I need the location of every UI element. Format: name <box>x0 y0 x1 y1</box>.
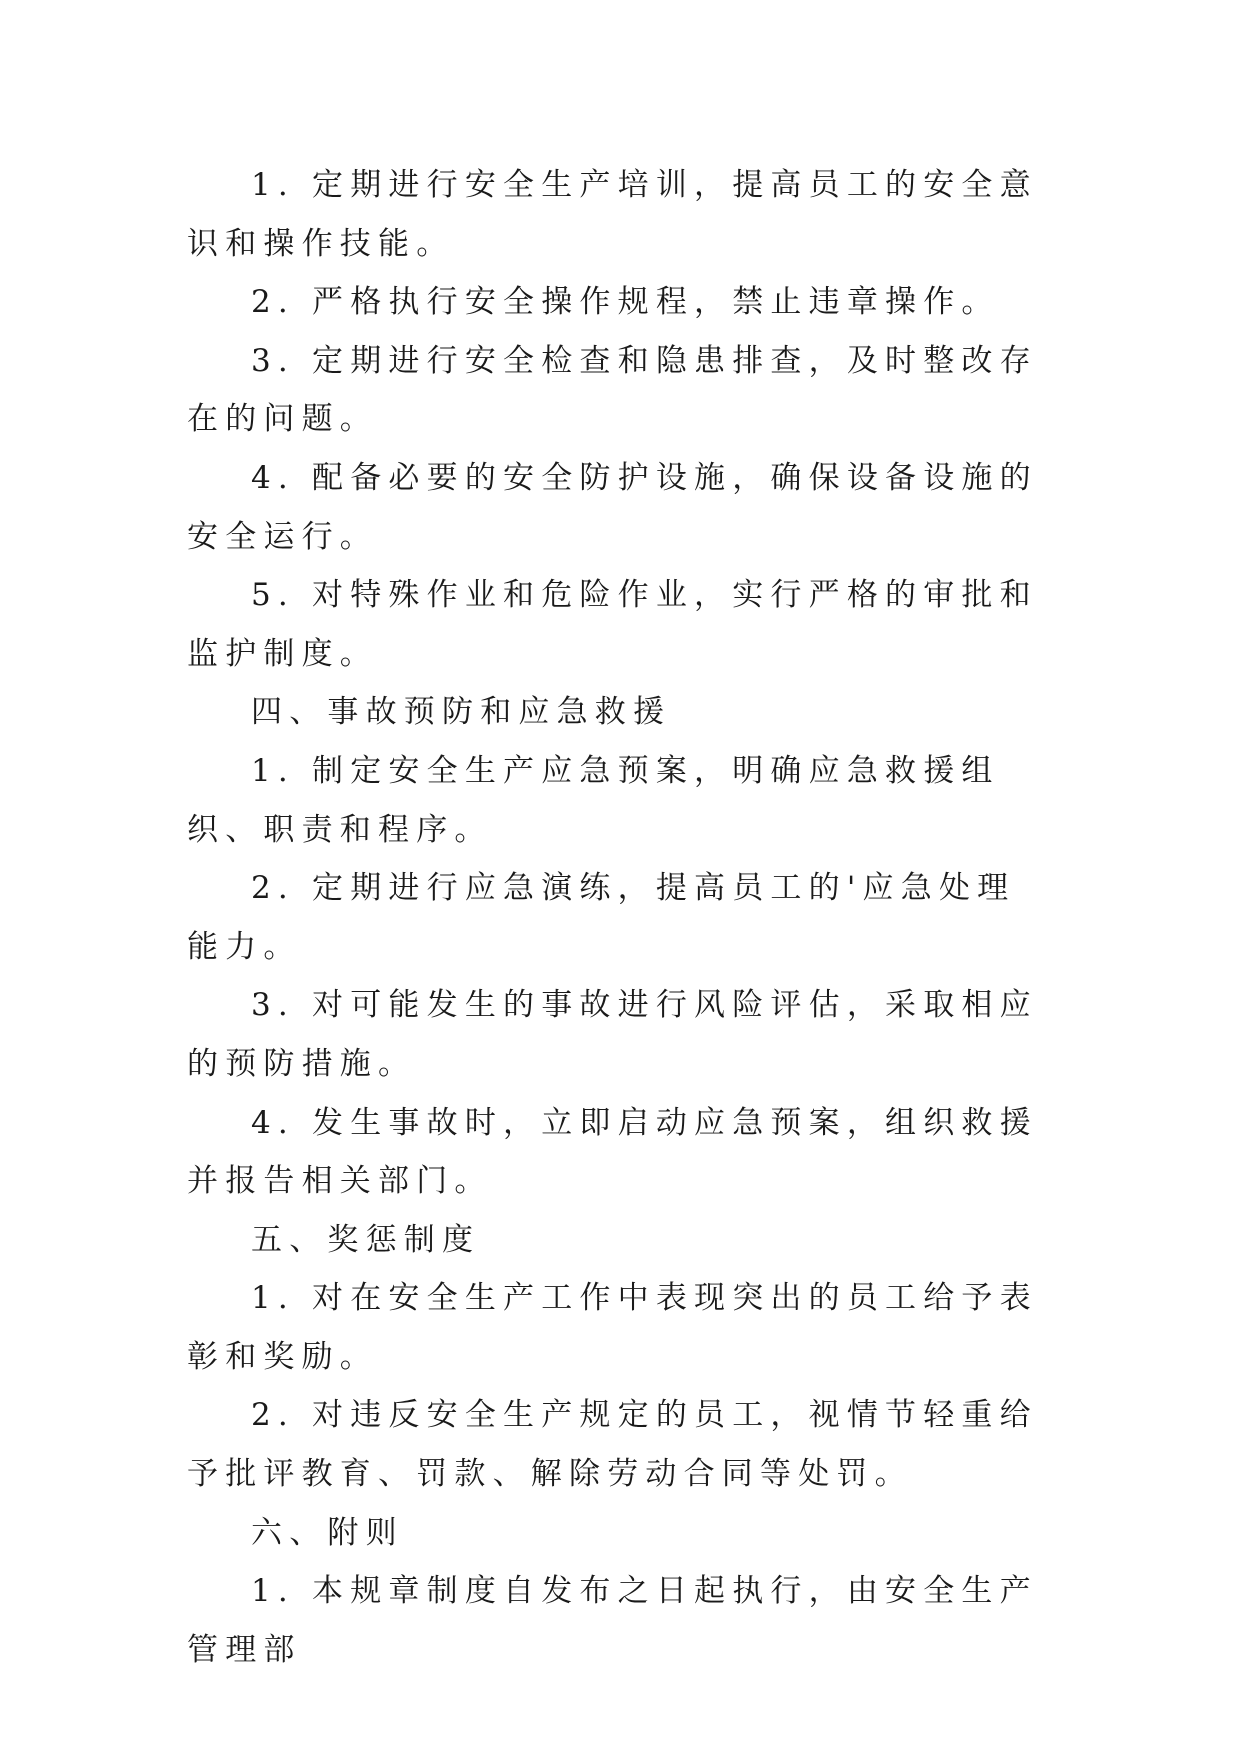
list-item-inspection: 3. 定期进行安全检查和隐患排查，及时整改存在的问题。 <box>187 342 1038 438</box>
section-heading-supplementary: 六、附则 <box>251 1514 404 1551</box>
list-item-risk-assessment: 3. 对可能发生的事故进行风险评估，采取相应的预防措施。 <box>187 987 1038 1082</box>
list-item-protective-facilities: 4. 配备必要的安全防护设施，确保设备设施的安全运行。 <box>187 459 1038 555</box>
section-heading-rewards-penalties: 五、奖惩制度 <box>251 1221 481 1258</box>
list-item-accident-response: 4. 发生事故时，立即启动应急预案，组织救援并报告相关部门。 <box>187 1104 1038 1200</box>
section-heading-accident-prevention: 四、事故预防和应急救援 <box>251 694 672 731</box>
document-body <box>187 156 1049 1679</box>
list-item-training: 1. 定期进行安全生产培训，提高员工的安全意识和操作技能。 <box>187 167 1038 262</box>
list-item-operating-rules: 2. 严格执行安全操作规程，禁止违章操作。 <box>251 284 1000 321</box>
list-item-penalties: 2. 对违反安全生产规定的员工，视情节轻重给予批评教育、罚款、解除劳动合同等处罚。 <box>187 1397 1038 1493</box>
list-item-emergency-drill: 2. 定期进行应急演练，提高员工的'应急处理能力。 <box>187 870 1016 965</box>
list-item-effective-date: 1. 本规章制度自发布之日起执行，由安全生产管理部 <box>187 1573 1038 1668</box>
list-item-rewards: 1. 对在安全生产工作中表现突出的员工给予表彰和奖励。 <box>187 1280 1038 1375</box>
list-item-emergency-plan: 1. 制定安全生产应急预案，明确应急救援组织、职责和程序。 <box>187 752 1000 848</box>
list-item-special-operations: 5. 对特殊作业和危险作业，实行严格的审批和监护制度。 <box>187 577 1038 672</box>
